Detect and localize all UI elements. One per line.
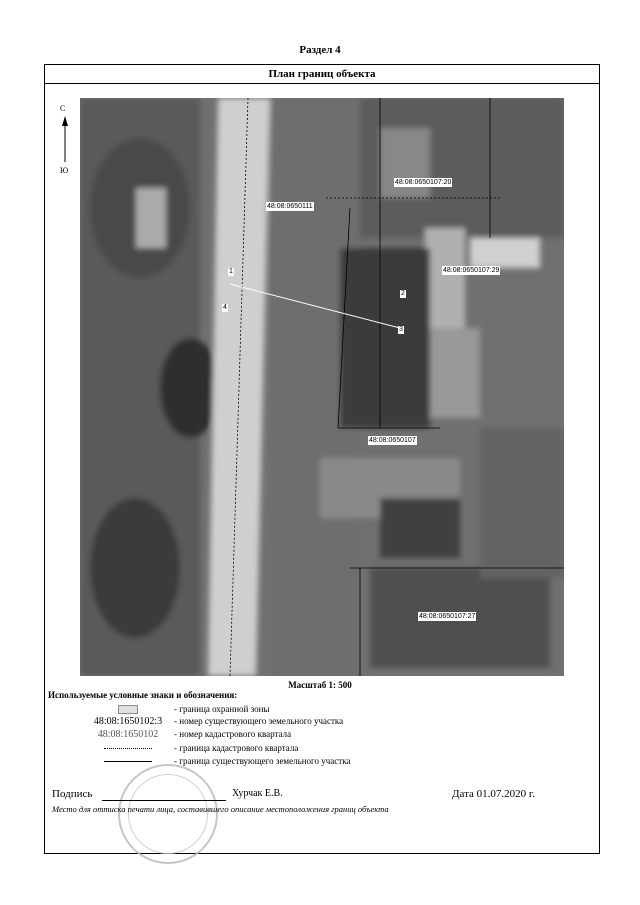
- legend-desc: - номер кадастрового квартала: [174, 729, 292, 739]
- legend-item: [48, 716, 488, 728]
- legend-item: [48, 729, 488, 741]
- section-title: Раздел 4: [299, 44, 341, 56]
- point-marker: 3: [399, 326, 403, 333]
- signature-date: Дата 01.07.2020 г.: [452, 788, 535, 800]
- map-scale: Масштаб 1: 500: [288, 680, 352, 690]
- parcel-number-symbol: 48:08:1650102:3: [93, 716, 163, 727]
- point-marker: 4: [223, 304, 227, 311]
- signature-line: [102, 800, 226, 801]
- quarter-boundary-symbol: [68, 743, 188, 753]
- aerial-photo: [80, 98, 564, 676]
- legend-item: [48, 756, 488, 768]
- legend-desc: - граница охранной зоны: [174, 704, 270, 714]
- signature-label: Подпись: [52, 788, 93, 800]
- legend-item: [48, 743, 488, 755]
- quarter-label: 48:08:0650111: [267, 203, 313, 210]
- legend-desc: - номер существующего земельного участка: [174, 716, 344, 726]
- point-marker: 2: [401, 290, 405, 297]
- plan-title: План границ объекта: [44, 64, 600, 84]
- parcel-label: 48:08:0650107:29: [443, 267, 500, 274]
- stamp-note: Место для оттиска печати лица, составившего описание местоположения границ объекта: [52, 804, 389, 814]
- point-marker: 1: [229, 268, 233, 275]
- signer-name: Хурчак Е.В.: [232, 788, 283, 799]
- quarter-number-symbol: 48:08:1650102: [97, 729, 159, 740]
- parcel-label: 48:08:0650107:27: [419, 613, 476, 620]
- north-arrow-icon: [56, 104, 76, 184]
- parcel-label: 48:08:0650107:20: [395, 179, 452, 186]
- legend-title: Используемые условные знаки и обозначения:: [48, 690, 238, 700]
- legend-item: [48, 704, 488, 716]
- legend-desc: - граница кадастрового квартала: [174, 743, 299, 753]
- legend-desc: - граница существующего земельного участка: [174, 756, 351, 766]
- north-label: С: [60, 104, 66, 113]
- protection-zone-symbol: [68, 704, 188, 714]
- seal-stamp: [118, 764, 218, 864]
- south-label: Ю: [60, 166, 69, 175]
- quarter-label: 48:08:0650107: [369, 437, 416, 444]
